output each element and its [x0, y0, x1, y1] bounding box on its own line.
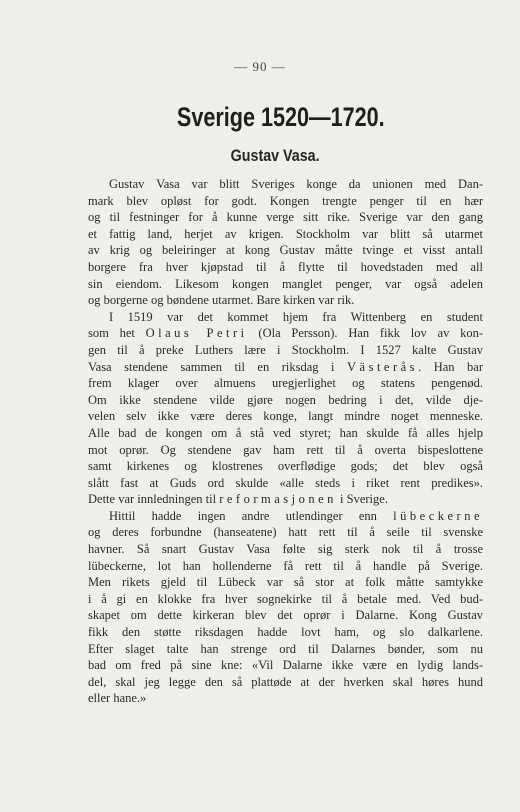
text-line	[88, 325, 483, 342]
text-line	[88, 607, 483, 624]
text-line	[88, 276, 483, 293]
text-line	[88, 674, 483, 691]
text-segment: del, skal jeg legge den så plattøde at der hverken skal høres hund	[88, 674, 483, 689]
emphasized-term: reformasjonen	[219, 492, 337, 507]
text-line	[88, 342, 483, 359]
text-segment: I 1519 var det kommet hjem fra Wittenberg en student	[109, 309, 483, 324]
text-line	[88, 392, 483, 409]
text-segment: Hittil hadde ingen andre utlendinger enn	[109, 508, 394, 523]
text-line	[88, 524, 483, 541]
text-line	[88, 292, 483, 309]
text-line	[88, 226, 483, 243]
text-segment: Efter slaget talte han strenge ord til Dalarnes bønder, som nu	[88, 641, 483, 656]
text-segment: Vasa stendene sammen til en riksdag i	[88, 359, 348, 374]
text-segment: gen til å preke Luthers lære i Stockholm. I 1527 kalte Gustav	[88, 342, 483, 357]
text-segment: Dette var innledningen til	[88, 492, 220, 507]
text-segment: som het	[88, 326, 146, 341]
text-line	[88, 574, 483, 591]
text-line	[88, 375, 483, 392]
emphasized-term: Västerås	[347, 359, 419, 374]
text-segment: sin eiendom. Likesom kongen manglet penger, var også adelen	[88, 276, 483, 291]
text-segment: i Sverige.	[336, 492, 388, 507]
text-line	[88, 209, 483, 226]
text-segment: Men rikets gjeld til Lübeck var så stor at folk måtte samtykke	[88, 575, 483, 590]
text-line	[88, 359, 483, 376]
page-number: — 90 —	[234, 59, 286, 74]
text-segment: og borgerne og bøndene utarmet. Bare kirken var rik.	[88, 293, 355, 308]
text-segment: frem klager over almuens uregjerlighet og statens pengenød.	[88, 376, 483, 391]
text-line	[88, 690, 483, 707]
text-line	[88, 541, 483, 558]
text-line	[88, 491, 483, 508]
text-line	[88, 624, 483, 641]
text-line	[88, 508, 483, 525]
text-segment: borgere fra hver kjøpstad til å flytte til hovedstaden med all	[88, 259, 483, 274]
text-segment: av krig og beleiringer at kong Gustav måtte tvinge et visst antall	[88, 243, 483, 258]
text-line	[88, 657, 483, 674]
text-line	[88, 442, 483, 459]
text-line	[88, 641, 483, 658]
text-segment: og deres forbundne (hanseatene) hatt rett til å seile til svenske	[88, 525, 483, 540]
text-line	[88, 259, 483, 276]
text-line	[88, 458, 483, 475]
text-segment: Gustav Vasa var blitt Sveriges konge da unionen med Dan-	[109, 177, 483, 191]
text-line	[88, 475, 483, 492]
text-segment: skapet om dette kirkeran blev det oprør i Dalarne. Kong Gustav	[88, 608, 483, 623]
text-segment: (Ola Persson). Han fikk lov av kon-	[247, 326, 483, 341]
text-line	[88, 408, 483, 425]
body-text	[88, 176, 483, 707]
text-segment: lübeckerne, lot han hollenderne få rett til å handle på Sverige.	[88, 558, 483, 573]
text-line	[88, 242, 483, 259]
text-line	[88, 558, 483, 575]
text-line	[88, 591, 483, 608]
text-line	[88, 309, 483, 326]
text-segment: velen selv ikke være deres konge, langt mindre noget menneske.	[88, 409, 483, 424]
text-segment: samt kirkenes og klostrenes overflødige gods; det blev også	[88, 459, 483, 474]
text-segment: i å gi en klokke fra hver sognekirke til å betale med. Ved bud-	[88, 591, 483, 606]
text-segment: havner. Så snart Gustav Vasa følte sig sterk nok til å trosse	[88, 542, 483, 557]
section-title: Gustav Vasa.	[230, 146, 320, 165]
text-line	[88, 176, 483, 193]
text-segment: . Han bar	[418, 359, 483, 374]
text-line	[88, 193, 483, 210]
text-segment: fikk den støtte riksdagen hadde lovt ham, og slo dalkarlene.	[88, 625, 483, 640]
text-segment: eller hane.»	[88, 691, 147, 706]
text-line	[88, 425, 483, 442]
text-segment: bad om fred på sine kne: «Vil Dalarne ikke være en lydig lands-	[88, 658, 483, 673]
text-segment: og til festninger for å kunne verge sitt rike. Sverige var den gang	[88, 210, 483, 225]
text-segment: Alle bad de kongen om å stå ved styret; han skulde få alles hjelp	[88, 425, 483, 440]
text-segment: mot oprør. Og stendene gav ham rett til å overta bispeslottene	[88, 442, 483, 457]
text-segment: et fattig land, herjet av krigen. Stockholm var blitt så utarmet	[88, 226, 483, 241]
text-segment: slått fast at Guds ord skulde «alle steds i riket rent predikes».	[88, 475, 483, 490]
text-segment: mark blev opløst for godt. Kongen trengte penger til en hær	[88, 193, 483, 208]
emphasized-term: lübeckerne	[393, 508, 483, 523]
emphasized-term: Olaus Petri	[145, 326, 248, 341]
text-segment: Om ikke stendene vilde gjøre nogen bedring i det, vilde dje-	[88, 392, 483, 407]
chapter-title: Sverige 1520—1720.	[176, 102, 385, 132]
